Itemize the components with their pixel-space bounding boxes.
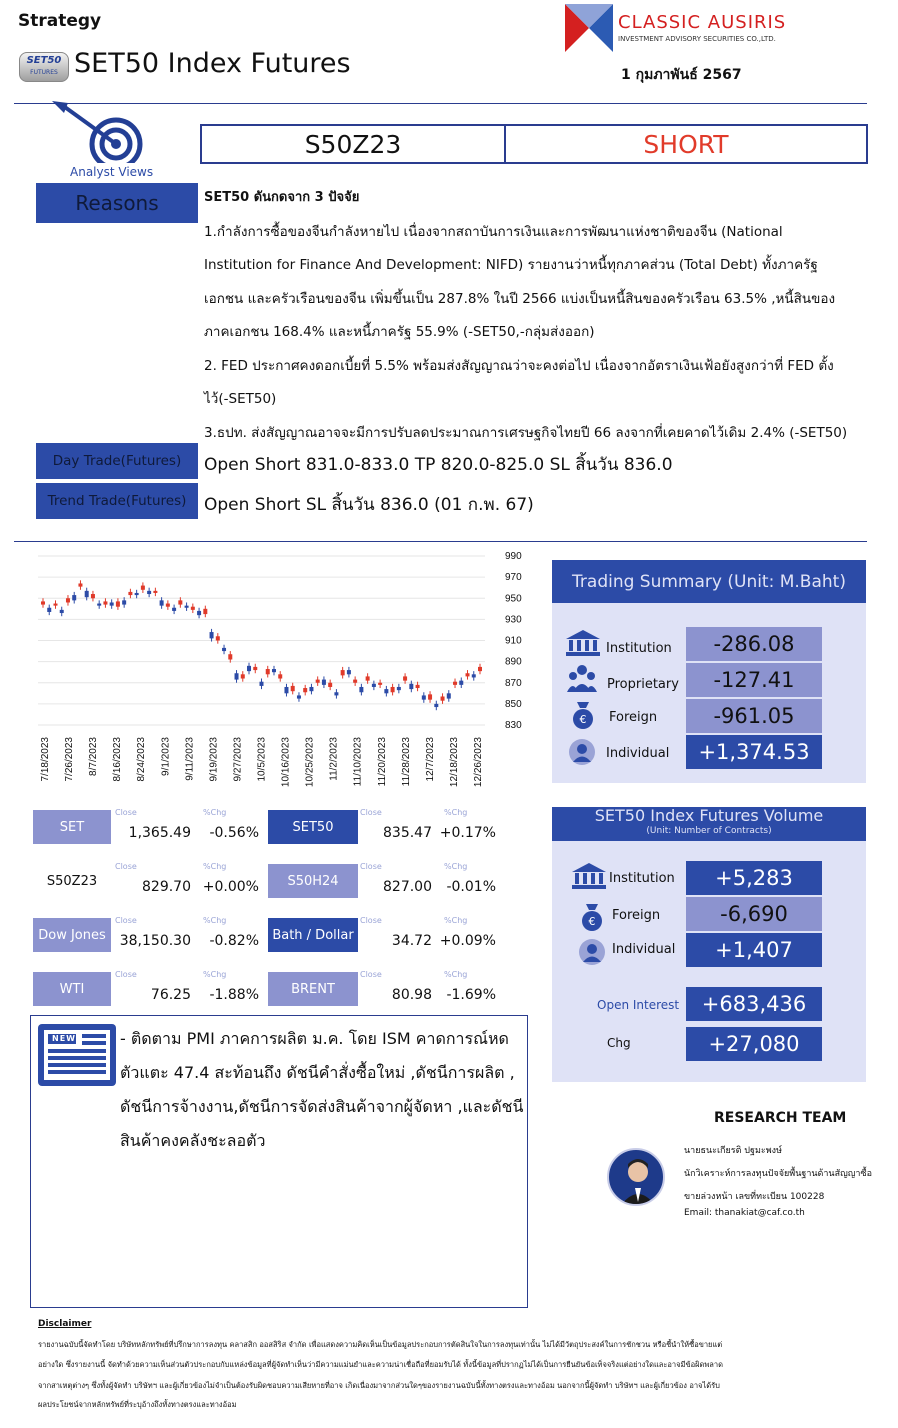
candle-body — [53, 604, 57, 606]
y-tick-label: 990 — [505, 551, 522, 562]
candle-body — [384, 689, 388, 693]
candle-body — [128, 592, 132, 595]
company-name: CLASSIC AUSIRIS — [618, 12, 787, 33]
y-tick-label: 870 — [505, 677, 522, 689]
candle-body — [116, 601, 120, 606]
candle-body — [441, 696, 445, 700]
market-name-tile: S50Z23 — [46, 873, 98, 889]
candle-body — [235, 673, 239, 679]
news-line: ตัวแตะ 47.4 สะท้อนถึง ดัชนีคำสั่งซื้อใหม่ ,ดัชนีการผลิต , — [120, 1063, 515, 1082]
disclaimer-title: Disclaimer — [38, 1319, 92, 1329]
chg-label: Chg — [607, 1036, 631, 1050]
ts-value-proprietary: -127.41 — [686, 663, 822, 697]
reason-line: 3.ธปท. ส่งสัญญาณอาจจะมีการปรับลดประมาณการเศรษฐกิจไทยปี 66 ลงจากที่เคยคาดไว้เดิม 2.4% (-SET50) — [204, 425, 848, 441]
vol-value-individual: +1,407 — [686, 933, 822, 967]
candle-body — [428, 694, 432, 699]
close-value: 80.98 — [391, 987, 432, 1003]
disclaimer-line: อย่างใด ซึ่งรายงานนี้ จัดทำด้วยความเห็นส่วนตัวประกอบกับแหล่งข้อมูลที่ผู้จัดทำเห็นว่ามีความแม่นยำและความน่าเชื่อถือที่ยอมรับได้ ทั้งนี้ข้อมูลที่ปรากฏไม่ได้เป็นการยืนยันข้อเท็จจริงแต่อย่างใดและอาจมีข้อผิดพลาด — [38, 1360, 723, 1369]
candle-body — [216, 636, 220, 640]
person-icon — [568, 738, 596, 766]
strategy-label: Strategy — [18, 11, 102, 31]
chg-value: +0.17% — [439, 825, 496, 841]
candle-body — [91, 594, 95, 598]
candle-body — [85, 591, 89, 597]
disclaimer-line: ผลประโยชน์จากหลักทรัพย์ที่ระบุอ้างถึงทั้งทางตรงและทางอ้อม — [38, 1400, 237, 1409]
candle-body — [110, 602, 114, 605]
ts-label-proprietary: Proprietary — [607, 677, 679, 692]
candle-body — [297, 695, 301, 698]
trend-trade-text: Open Short SL สิ้นวัน 836.0 (01 ก.พ. 67) — [204, 495, 534, 515]
analyst-email[interactable]: Email: thanakiat@caf.co.th — [684, 1208, 805, 1218]
chg-value: -0.01% — [446, 879, 496, 895]
x-tick-label: 12/26/2023 — [473, 737, 484, 788]
candle-body — [397, 687, 401, 690]
x-tick-label: 7/26/2023 — [64, 737, 76, 782]
x-tick-label: 11/10/2023 — [352, 737, 364, 787]
close-value: 34.72 — [391, 933, 432, 949]
close-value: 829.70 — [142, 879, 191, 895]
disclaimer-line: รายงานฉบับนี้จัดทำโดย บริษัทหลักทรัพย์ที่ปรึกษาการลงทุน คลาสสิก ออสสิริส จำกัด เพื่อแสดงความคิดเห็นเป็นข้อมูลประกอบการตัดสินใจในการลงทุนเท่านั้น ไม่ได้มีวัตถุประสงค์ในการชักชวน หรือชี้นำให้ซื้อขายแต่ — [38, 1340, 723, 1349]
y-tick-label: 950 — [505, 593, 522, 605]
analyst-registration: ขายล่วงหน้า เลขที่ทะเบียน 100228 — [684, 1192, 825, 1202]
news-line: ดัชนีการจ้างงาน,ดัชนีการจัดส่งสินค้าจากผู้จัดหา ,และดัชนี — [120, 1097, 524, 1116]
close-label: Close — [115, 862, 137, 871]
candle-body — [66, 598, 70, 602]
candle-body — [459, 681, 463, 685]
close-label: Close — [360, 808, 382, 817]
x-tick-label: 8/7/2023 — [88, 737, 100, 776]
close-label: Close — [360, 916, 382, 925]
candle-body — [322, 680, 326, 685]
candle-body — [78, 583, 82, 586]
candle-body — [247, 666, 251, 671]
newspaper-icon — [38, 1022, 118, 1088]
candle-body — [366, 676, 370, 680]
chg-label: %Chg — [203, 916, 227, 925]
close-label: Close — [360, 970, 382, 979]
ts-label-foreign: Foreign — [609, 710, 658, 725]
reasons-label: Reasons — [36, 183, 198, 223]
candle-body — [341, 670, 345, 675]
company-subtitle: INVESTMENT ADVISORY SECURITIES CO.,LTD. — [618, 35, 776, 43]
call-symbol: S50Z23 — [202, 126, 506, 162]
x-tick-label: 9/19/2023 — [208, 737, 220, 782]
x-tick-label: 11/2/2023 — [328, 737, 340, 781]
market-name-tile: Dow Jones — [33, 918, 111, 952]
chg-label: %Chg — [444, 862, 468, 871]
chg-value: +0.00% — [202, 879, 259, 895]
target-icon — [48, 99, 168, 171]
candle-body — [72, 595, 76, 600]
chg-value: -1.88% — [209, 987, 259, 1003]
candle-body — [60, 610, 64, 613]
chg-label: %Chg — [203, 862, 227, 871]
candle-body — [447, 693, 451, 698]
candle-body — [284, 687, 288, 693]
close-value: 827.00 — [383, 879, 432, 895]
foreign-money-icon — [578, 902, 606, 932]
chg-label: %Chg — [444, 916, 468, 925]
chg-label: %Chg — [203, 808, 227, 817]
market-name-tile: Bath / Dollar — [268, 918, 358, 952]
x-tick-label: 8/16/2023 — [112, 737, 124, 782]
reason-line: ภาคเอกชน 168.4% และหนี้ภาครัฐ 55.9% (-SET50,-กลุ่มส่งออก) — [204, 324, 595, 340]
close-value: 835.47 — [383, 825, 432, 841]
ts-value-institution: -286.08 — [686, 627, 822, 661]
foreign-money-icon — [569, 700, 597, 730]
research-team-title: RESEARCH TEAM — [714, 1110, 847, 1126]
report-date: 1 กุมภาพันธ์ 2567 — [621, 67, 742, 83]
day-trade-label: Day Trade(Futures) — [36, 443, 198, 479]
candle-body — [103, 601, 107, 604]
analyst-name: นายธนะเกียรติ ปฐมะพงษ์ — [684, 1146, 783, 1156]
candle-body — [222, 648, 226, 651]
candle-body — [434, 704, 438, 707]
candle-body — [372, 684, 376, 687]
candle-body — [153, 591, 157, 593]
trend-trade-label: Trend Trade(Futures) — [36, 483, 198, 519]
candle-body — [316, 680, 320, 683]
logo-subtext: FUTURES — [30, 69, 58, 76]
candle-body — [203, 609, 207, 614]
market-name-tile: BRENT — [268, 972, 358, 1006]
candle-body — [135, 593, 139, 595]
candle-body — [291, 686, 295, 691]
x-tick-label: 11/28/2023 — [400, 737, 412, 787]
chg-label: %Chg — [444, 970, 468, 979]
trading-summary-title: Trading Summary (Unit: M.Baht) — [552, 560, 866, 603]
people-icon — [567, 664, 597, 692]
volume-title: SET50 Index Futures Volume — [594, 806, 824, 825]
volume-subtitle: (Unit: Number of Contracts) — [646, 826, 772, 836]
analyst-role: นักวิเคราะห์การลงทุนปัจจัยพื้นฐานด้านสัญญาซื้อ — [684, 1169, 872, 1179]
market-name-tile: SET — [33, 810, 111, 844]
candle-body — [147, 591, 151, 594]
x-tick-label: 9/11/2023 — [184, 737, 196, 781]
vol-label-individual: Individual — [612, 942, 676, 957]
chg-label: %Chg — [203, 970, 227, 979]
reason-line: เอกชน และครัวเรือนของจีน เพิ่มขึ้นเป็น 287.8% ในปี 2566 แบ่งเป็นหนี้สินของครัวเรือน 63.5% ,หนี้สินของ — [204, 291, 836, 307]
candle-body — [353, 680, 357, 683]
candle-body — [260, 682, 264, 686]
news-line: - ติดตาม PMI ภาคการผลิต ม.ค. โดย ISM คาดการณ์หด — [120, 1029, 509, 1048]
candle-body — [266, 669, 270, 674]
x-tick-label: 12/18/2023 — [448, 737, 460, 788]
candle-body — [278, 674, 282, 678]
close-label: Close — [115, 970, 137, 979]
bank-icon — [566, 630, 600, 656]
y-tick-label: 850 — [505, 698, 522, 710]
candle-body — [309, 687, 313, 691]
candle-body — [416, 685, 420, 688]
candle-body — [403, 676, 407, 680]
candle-body — [172, 608, 176, 611]
market-name-tile: S50H24 — [268, 864, 358, 898]
chg-value: +27,080 — [686, 1027, 822, 1061]
y-tick-label: 830 — [505, 720, 522, 731]
close-value: 76.25 — [150, 987, 191, 1003]
x-tick-label: 8/24/2023 — [136, 737, 148, 782]
call-box — [200, 124, 868, 164]
candle-body — [378, 683, 382, 685]
candle-body — [422, 695, 426, 699]
candle-body — [334, 692, 338, 695]
page-title: SET50 Index Futures — [74, 48, 351, 79]
x-tick-label: 10/16/2023 — [280, 737, 292, 788]
x-tick-label: 9/27/2023 — [232, 737, 244, 782]
vol-value-institution: +5,283 — [686, 861, 822, 895]
candle-body — [210, 632, 214, 638]
candle-body — [41, 601, 45, 604]
vol-label-institution: Institution — [609, 871, 675, 886]
volume-header — [552, 807, 866, 841]
news-badge: NEWS — [52, 1034, 83, 1043]
reason-line: 2. FED ประกาศคงดอกเบี้ยที่ 5.5% พร้อมส่งสัญญาณว่าจะคงต่อไป เนื่องจากอัตราเงินเฟ้อยังสูงกว่าที่ FED ตั้ง — [204, 358, 834, 374]
candle-body — [122, 600, 126, 604]
open-interest-value: +683,436 — [686, 987, 822, 1021]
reason-line: SET50 ดันกดจาก 3 ปัจจัย — [204, 190, 360, 205]
candle-body — [272, 669, 276, 672]
market-name-tile: SET50 — [268, 810, 358, 844]
candle-body — [478, 667, 482, 671]
set50-futures-logo — [19, 52, 69, 82]
ts-value-foreign: -961.05 — [686, 699, 822, 733]
candle-body — [160, 600, 164, 605]
reason-line: ไว้(-SET50) — [204, 391, 277, 407]
candle-body — [328, 683, 332, 687]
x-tick-label: 12/7/2023 — [424, 737, 436, 782]
candle-body — [166, 604, 170, 607]
vol-label-foreign: Foreign — [612, 908, 661, 923]
company-logo-icon — [565, 4, 613, 52]
set50-candlestick-chart — [30, 548, 535, 800]
candle-body — [466, 673, 470, 676]
close-value: 38,150.30 — [119, 933, 191, 949]
candle-body — [197, 611, 201, 615]
section-divider — [14, 541, 867, 542]
chg-value: -0.82% — [209, 933, 259, 949]
y-tick-label: 910 — [505, 635, 522, 647]
candle-body — [241, 674, 245, 678]
reason-line: 1.กำลังการซื้อของจีนกำลังหายไป เนื่องจากสถาบันการเงินและการพัฒนาแห่งชาติของจีน (National — [204, 224, 783, 240]
candle-body — [409, 684, 413, 689]
disclaimer-line: จากสาเหตุต่างๆ ซึ่งทั้งผู้จัดทำ บริษัทฯ และผู้เกี่ยวข้องไม่จำเป็นต้องรับผิดชอบความเสียหายที่อาจ เกิดเนื่องมาจากส่วนใดๆของรายงานฉบับนี้ทั้งทางตรงและทางอ้อม นอกจากนี้ผู้จัดทำ บริษัทฯ และผู้เกี่ยวข้อง อาจได้รับ — [38, 1381, 720, 1390]
logo-text: SET50 — [26, 55, 62, 66]
candle-body — [185, 606, 189, 608]
candle-body — [391, 687, 395, 692]
y-tick-label: 930 — [505, 614, 522, 626]
reason-line: Institution for Finance And Development: NIFD) รายงานว่าหนี้ทุกภาคส่วน (Total Debt) ทั้งภาครัฐ — [204, 257, 818, 273]
x-tick-label: 9/1/2023 — [160, 737, 172, 776]
day-trade-text: Open Short 831.0-833.0 TP 820.0-825.0 SL สิ้นวัน 836.0 — [204, 455, 673, 475]
x-tick-label: 11/20/2023 — [376, 737, 388, 787]
close-label: Close — [115, 916, 137, 925]
analyst-views-label: Analyst Views — [70, 165, 154, 179]
candle-body — [178, 600, 182, 604]
chg-label: %Chg — [444, 808, 468, 817]
close-label: Close — [360, 862, 382, 871]
open-interest-label: Open Interest — [597, 998, 680, 1012]
chg-value: -0.56% — [209, 825, 259, 841]
ts-label-institution: Institution — [606, 641, 672, 656]
x-tick-label: 7/18/2023 — [40, 737, 51, 782]
call-position: SHORT — [643, 129, 729, 159]
analyst-avatar — [607, 1148, 665, 1206]
candle-body — [141, 586, 145, 590]
y-tick-label: 970 — [505, 572, 522, 584]
candle-body — [228, 654, 232, 659]
candle-body — [253, 667, 257, 670]
market-name-tile: WTI — [33, 972, 111, 1006]
news-line: สินค้าคงคลังชะลอตัว — [120, 1131, 266, 1150]
candle-body — [472, 674, 476, 677]
y-tick-label: 890 — [505, 656, 522, 668]
bank-icon — [572, 863, 606, 889]
svg-text:€: € — [588, 915, 596, 928]
vol-value-foreign: -6,690 — [686, 897, 822, 931]
ts-value-individual: +1,374.53 — [686, 735, 822, 769]
candle-body — [47, 608, 51, 612]
candle-body — [347, 670, 351, 674]
x-tick-label: 10/5/2023 — [256, 737, 268, 782]
close-label: Close — [115, 808, 137, 817]
x-tick-label: 10/25/2023 — [304, 737, 316, 788]
candle-body — [453, 682, 457, 685]
ts-label-individual: Individual — [606, 746, 670, 761]
candle-body — [303, 688, 307, 692]
candle-body — [191, 607, 195, 610]
candle-body — [97, 604, 101, 606]
person-icon — [578, 938, 606, 966]
svg-text:€: € — [579, 713, 587, 726]
close-value: 1,365.49 — [128, 825, 191, 841]
chg-value: +0.09% — [439, 933, 496, 949]
chg-value: -1.69% — [446, 987, 496, 1003]
candle-body — [359, 687, 363, 692]
